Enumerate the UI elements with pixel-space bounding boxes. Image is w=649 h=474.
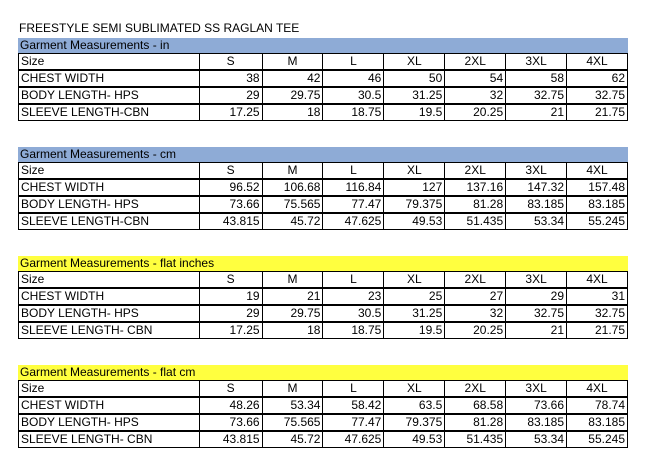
table-header-row bbox=[19, 54, 628, 71]
measurement-cell: 68.58 bbox=[445, 397, 506, 414]
measurement-cell: 79.375 bbox=[384, 414, 445, 431]
measurement-cell: 45.72 bbox=[262, 431, 323, 448]
measurement-cell: 21.75 bbox=[567, 322, 628, 339]
measurement-cell: 46 bbox=[323, 70, 384, 87]
measurement-cell: 21.75 bbox=[567, 104, 628, 121]
column-header-size: XL bbox=[384, 163, 445, 180]
column-header-size: XL bbox=[384, 54, 445, 71]
row-label: BODY LENGTH- HPS bbox=[19, 87, 200, 104]
table-row bbox=[19, 322, 628, 339]
measurement-cell: 83.185 bbox=[567, 196, 628, 213]
measurement-cell: 21 bbox=[506, 322, 567, 339]
measurement-cell: 75.565 bbox=[262, 414, 323, 431]
measurement-cell: 49.53 bbox=[384, 431, 445, 448]
measurement-cell: 18 bbox=[262, 322, 323, 339]
measurement-cell: 29.75 bbox=[262, 87, 323, 104]
measurement-cell: 81.28 bbox=[445, 414, 506, 431]
table-row bbox=[19, 87, 628, 104]
column-header-size: XL bbox=[384, 381, 445, 398]
measurement-cell: 23 bbox=[323, 288, 384, 305]
column-header-size: L bbox=[323, 163, 384, 180]
measurement-cell: 49.53 bbox=[384, 213, 445, 230]
document-title: FREESTYLE SEMI SUBLIMATED SS RAGLAN TEE bbox=[19, 21, 300, 35]
row-label: SLEEVE LENGTH- CBN bbox=[19, 322, 200, 339]
column-header-size: S bbox=[199, 54, 262, 71]
measurement-cell: 32.75 bbox=[506, 305, 567, 322]
column-header-size: 3XL bbox=[506, 272, 567, 289]
measurement-cell: 18.75 bbox=[323, 322, 384, 339]
section-header: Garment Measurements - flat inches bbox=[18, 256, 628, 271]
measurement-section bbox=[18, 256, 628, 339]
column-header-label: Size bbox=[19, 54, 200, 71]
section-header: Garment Measurements - cm bbox=[18, 147, 628, 162]
section-header: Garment Measurements - flat cm bbox=[18, 365, 628, 380]
row-label: BODY LENGTH- HPS bbox=[19, 196, 200, 213]
measurement-cell: 32 bbox=[445, 87, 506, 104]
measurement-cell: 83.185 bbox=[506, 414, 567, 431]
column-header-size: 2XL bbox=[445, 163, 506, 180]
column-header-size: M bbox=[262, 272, 323, 289]
measurement-section bbox=[18, 147, 628, 230]
table-row bbox=[19, 213, 628, 230]
column-header-size: L bbox=[323, 272, 384, 289]
measurement-cell: 53.34 bbox=[506, 431, 567, 448]
measurement-cell: 30.5 bbox=[323, 87, 384, 104]
measurement-cell: 73.66 bbox=[199, 196, 262, 213]
measurement-cell: 50 bbox=[384, 70, 445, 87]
table-row bbox=[19, 305, 628, 322]
table-header-row bbox=[19, 272, 628, 289]
measurement-cell: 32.75 bbox=[567, 87, 628, 104]
measurement-cell: 54 bbox=[445, 70, 506, 87]
table-row bbox=[19, 414, 628, 431]
measurement-cell: 147.32 bbox=[506, 179, 567, 196]
measurement-cell: 19 bbox=[199, 288, 262, 305]
table-row bbox=[19, 196, 628, 213]
row-label: CHEST WIDTH bbox=[19, 397, 200, 414]
measurement-cell: 79.375 bbox=[384, 196, 445, 213]
measurement-cell: 18.75 bbox=[323, 104, 384, 121]
row-label: CHEST WIDTH bbox=[19, 179, 200, 196]
row-label: SLEEVE LENGTH-CBN bbox=[19, 213, 200, 230]
measurement-cell: 75.565 bbox=[262, 196, 323, 213]
measurement-cell: 62 bbox=[567, 70, 628, 87]
measurement-cell: 47.625 bbox=[323, 431, 384, 448]
measurement-cell: 106.68 bbox=[262, 179, 323, 196]
row-label: CHEST WIDTH bbox=[19, 288, 200, 305]
measurement-cell: 31.25 bbox=[384, 305, 445, 322]
table-header-row bbox=[19, 163, 628, 180]
measurement-cell: 29.75 bbox=[262, 305, 323, 322]
measurement-section bbox=[18, 365, 628, 448]
column-header-size: 3XL bbox=[506, 163, 567, 180]
measurement-cell: 47.625 bbox=[323, 213, 384, 230]
measurement-cell: 32.75 bbox=[567, 305, 628, 322]
column-header-size: S bbox=[199, 163, 262, 180]
row-label: BODY LENGTH- HPS bbox=[19, 305, 200, 322]
column-header-size: 2XL bbox=[445, 54, 506, 71]
table-row bbox=[19, 70, 628, 87]
measurement-cell: 116.84 bbox=[323, 179, 384, 196]
measurement-cell: 137.16 bbox=[445, 179, 506, 196]
column-header-size: M bbox=[262, 381, 323, 398]
row-label: BODY LENGTH- HPS bbox=[19, 414, 200, 431]
table-row bbox=[19, 179, 628, 196]
measurement-cell: 19.5 bbox=[384, 322, 445, 339]
measurement-cell: 58 bbox=[506, 70, 567, 87]
measurement-cell: 29 bbox=[506, 288, 567, 305]
measurement-cell: 127 bbox=[384, 179, 445, 196]
measurement-cell: 31 bbox=[567, 288, 628, 305]
column-header-size: 2XL bbox=[445, 381, 506, 398]
section-header: Garment Measurements - in bbox=[18, 38, 628, 53]
table-row bbox=[19, 431, 628, 448]
column-header-size: XL bbox=[384, 272, 445, 289]
measurement-table bbox=[18, 271, 628, 339]
table-row bbox=[19, 104, 628, 121]
measurement-cell: 77.47 bbox=[323, 414, 384, 431]
measurement-cell: 77.47 bbox=[323, 196, 384, 213]
measurement-cell: 55.245 bbox=[567, 431, 628, 448]
row-label: SLEEVE LENGTH- CBN bbox=[19, 431, 200, 448]
table-header-row bbox=[19, 381, 628, 398]
row-label: CHEST WIDTH bbox=[19, 70, 200, 87]
measurement-cell: 42 bbox=[262, 70, 323, 87]
measurement-cell: 83.185 bbox=[567, 414, 628, 431]
column-header-size: 4XL bbox=[567, 381, 628, 398]
measurement-cell: 96.52 bbox=[199, 179, 262, 196]
column-header-size: L bbox=[323, 54, 384, 71]
column-header-size: 3XL bbox=[506, 54, 567, 71]
measurement-cell: 78.74 bbox=[567, 397, 628, 414]
measurement-cell: 73.66 bbox=[506, 397, 567, 414]
measurement-cell: 25 bbox=[384, 288, 445, 305]
measurement-cell: 17.25 bbox=[199, 104, 262, 121]
measurement-cell: 17.25 bbox=[199, 322, 262, 339]
measurement-cell: 27 bbox=[445, 288, 506, 305]
measurement-cell: 45.72 bbox=[262, 213, 323, 230]
column-header-size: 4XL bbox=[567, 54, 628, 71]
measurement-cell: 48.26 bbox=[199, 397, 262, 414]
column-header-label: Size bbox=[19, 272, 200, 289]
measurement-cell: 51.435 bbox=[445, 431, 506, 448]
column-header-size: M bbox=[262, 54, 323, 71]
column-header-size: M bbox=[262, 163, 323, 180]
table-row bbox=[19, 288, 628, 305]
measurement-cell: 31.25 bbox=[384, 87, 445, 104]
measurement-cell: 43.815 bbox=[199, 431, 262, 448]
table-row bbox=[19, 397, 628, 414]
measurement-table bbox=[18, 162, 628, 230]
measurement-table bbox=[18, 53, 628, 121]
measurement-cell: 157.48 bbox=[567, 179, 628, 196]
column-header-size: S bbox=[199, 381, 262, 398]
measurement-cell: 20.25 bbox=[445, 322, 506, 339]
column-header-size: 2XL bbox=[445, 272, 506, 289]
measurement-cell: 19.5 bbox=[384, 104, 445, 121]
measurement-cell: 83.185 bbox=[506, 196, 567, 213]
measurement-cell: 81.28 bbox=[445, 196, 506, 213]
column-header-label: Size bbox=[19, 163, 200, 180]
measurement-cell: 18 bbox=[262, 104, 323, 121]
measurement-cell: 32.75 bbox=[506, 87, 567, 104]
measurement-cell: 29 bbox=[199, 87, 262, 104]
measurement-cell: 55.245 bbox=[567, 213, 628, 230]
measurement-cell: 30.5 bbox=[323, 305, 384, 322]
column-header-size: L bbox=[323, 381, 384, 398]
measurement-cell: 43.815 bbox=[199, 213, 262, 230]
measurement-section bbox=[18, 38, 628, 121]
row-label: SLEEVE LENGTH-CBN bbox=[19, 104, 200, 121]
column-header-size: S bbox=[199, 272, 262, 289]
measurement-cell: 63.5 bbox=[384, 397, 445, 414]
measurement-cell: 29 bbox=[199, 305, 262, 322]
measurement-table bbox=[18, 380, 628, 448]
measurement-cell: 51.435 bbox=[445, 213, 506, 230]
measurement-cell: 53.34 bbox=[262, 397, 323, 414]
measurement-cell: 53.34 bbox=[506, 213, 567, 230]
measurement-cell: 20.25 bbox=[445, 104, 506, 121]
measurement-cell: 32 bbox=[445, 305, 506, 322]
measurement-cell: 58.42 bbox=[323, 397, 384, 414]
column-header-label: Size bbox=[19, 381, 200, 398]
measurement-cell: 73.66 bbox=[199, 414, 262, 431]
measurement-cell: 21 bbox=[262, 288, 323, 305]
measurement-cell: 21 bbox=[506, 104, 567, 121]
column-header-size: 3XL bbox=[506, 381, 567, 398]
column-header-size: 4XL bbox=[567, 163, 628, 180]
measurement-cell: 38 bbox=[199, 70, 262, 87]
column-header-size: 4XL bbox=[567, 272, 628, 289]
